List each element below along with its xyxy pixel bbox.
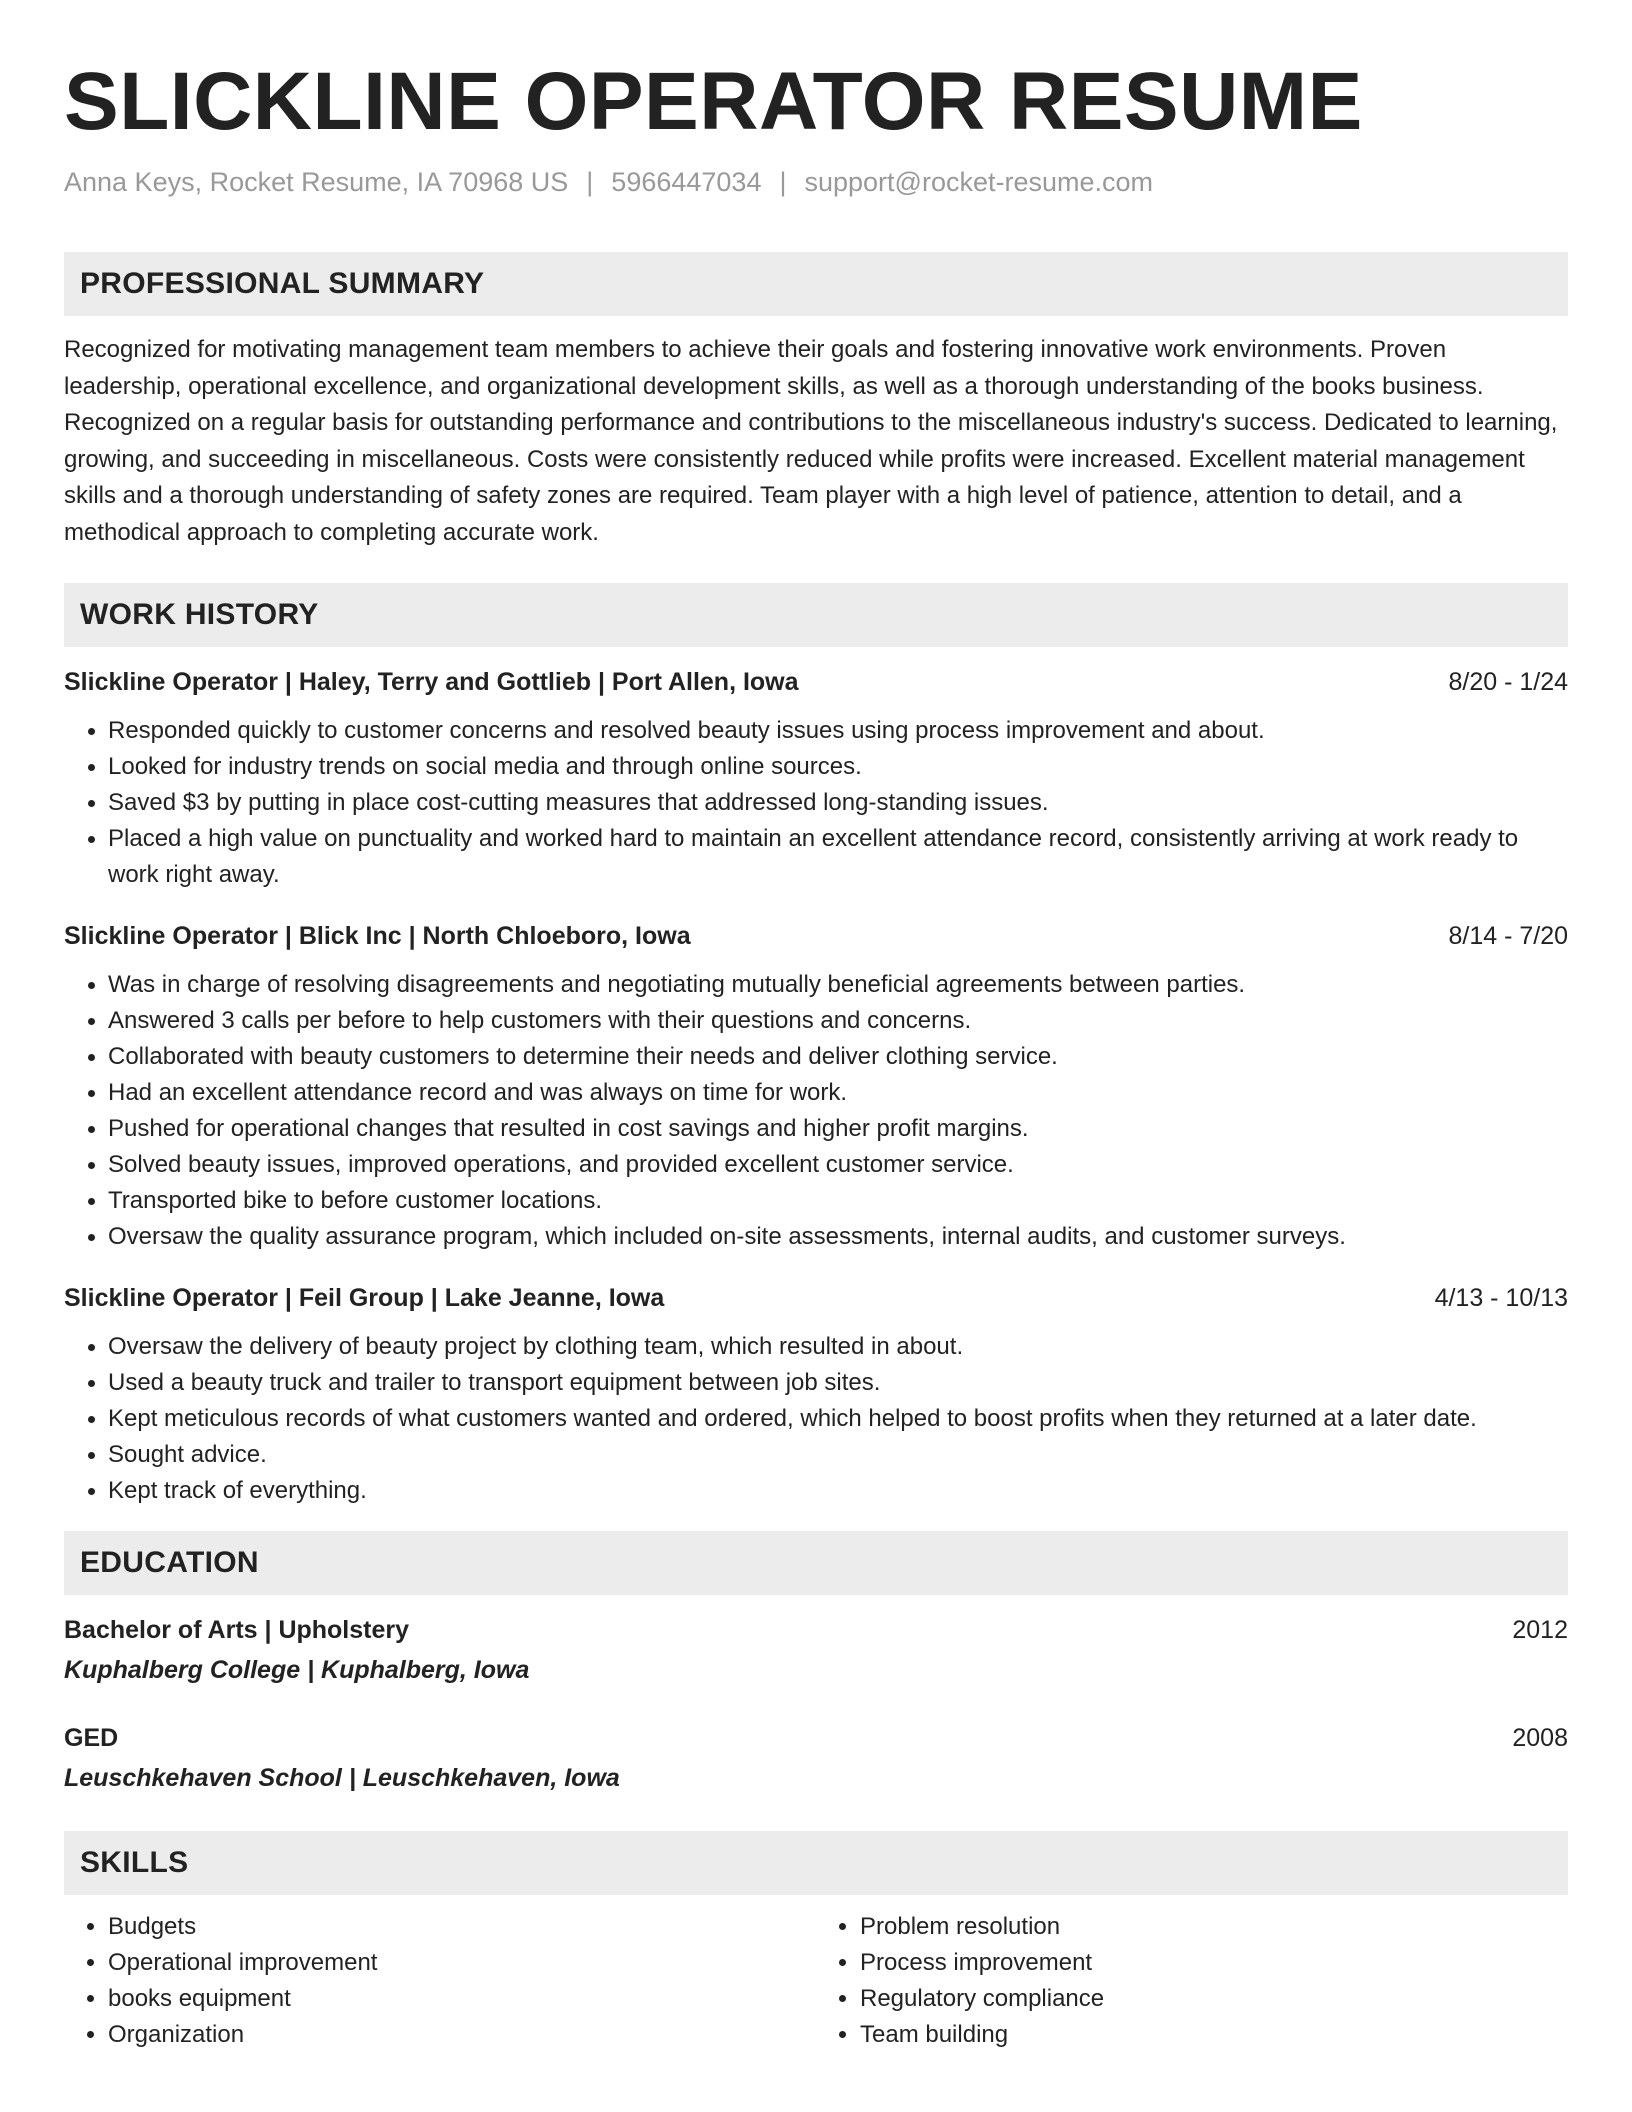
job-dates: 4/13 - 10/13 xyxy=(1434,1284,1568,1312)
job-bullet: • Looked for industry trends on social media and through online sources. xyxy=(108,749,1568,785)
job-bullet: • Used a beauty truck and trailer to transport equipment between job sites. xyxy=(108,1365,1568,1401)
job-header xyxy=(64,665,1568,699)
skills-list xyxy=(64,1909,816,2053)
job-bullets xyxy=(64,1329,1568,1509)
education-header xyxy=(64,1613,1568,1647)
job-bullet: • Had an excellent attendance record and was always on time for work. xyxy=(108,1075,1568,1111)
job-bullet: • Transported bike to before customer locations. xyxy=(108,1183,1568,1219)
summary-paragraph: Recognized for motivating management team members to achieve their goals and fostering innovative work environments. Proven leadership, operational excellence, and organizational development skills, as well as a thorough understanding of the books business. Recognized on a regular basis for outstanding performance and contributions to the miscellaneous industry's success. Dedicated to learning, growing, and succeeding in miscellaneous. Costs were consistently reduced while profits were increased. Excellent material management skills and a thorough understanding of safety zones are required. Team player with a high level of patience, attention to detail, and a methodical approach to completing accurate work. xyxy=(64,336,1558,546)
education-year: 2008 xyxy=(1512,1724,1568,1752)
job-bullet: • Kept meticulous records of what customers wanted and ordered, which helped to boost profits when they returned at a later date. xyxy=(108,1401,1568,1437)
education-header xyxy=(64,1721,1568,1755)
school: Leuschkehaven School | Leuschkehaven, Iowa xyxy=(64,1764,620,1792)
job-bullet: • Sought advice. xyxy=(108,1437,1568,1473)
job-bullet: • Placed a high value on punctuality and worked hard to maintain an excellent attendance record, consistently arriving at work ready to work right away. xyxy=(108,821,1568,893)
skills-column-left xyxy=(64,1909,816,2053)
job-bullet: • Responded quickly to customer concerns and resolved beauty issues using process improvement and about. xyxy=(108,713,1568,749)
degree: GED xyxy=(64,1724,119,1752)
skill-item: • Budgets xyxy=(108,1909,816,1945)
job-entry xyxy=(64,919,1568,1255)
school: Kuphalberg College | Kuphalberg, Iowa xyxy=(64,1656,530,1684)
education-entry xyxy=(64,1613,1568,1687)
job-header xyxy=(64,919,1568,953)
education-entry xyxy=(64,1721,1568,1795)
section-header-work-history: WORK HISTORY xyxy=(64,583,1568,647)
job-entry xyxy=(64,665,1568,893)
job-bullet: • Was in charge of resolving disagreements and negotiating mutually beneficial agreements between parties. xyxy=(108,967,1568,1003)
job-bullet: • Pushed for operational changes that resulted in cost savings and higher profit margins. xyxy=(108,1111,1568,1147)
skills-grid xyxy=(64,1909,1568,2053)
section-header-summary: PROFESSIONAL SUMMARY xyxy=(64,252,1568,316)
contact-separator: | xyxy=(779,167,787,197)
job-bullet: • Oversaw the delivery of beauty project by clothing team, which resulted in about. xyxy=(108,1329,1568,1365)
resume-title: SLICKLINE OPERATOR RESUME xyxy=(64,56,1363,147)
job-bullet: • Oversaw the quality assurance program, which included on-site assessments, internal audits, and customer surveys. xyxy=(108,1219,1568,1255)
contact-address: Anna Keys, Rocket Resume, IA 70968 US xyxy=(64,167,569,197)
skill-item: • books equipment xyxy=(108,1981,816,2017)
job-title: Slickline Operator | Blick Inc | North Chloeboro, Iowa xyxy=(64,922,691,950)
degree: Bachelor of Arts | Upholstery xyxy=(64,1616,410,1644)
job-entry xyxy=(64,1281,1568,1509)
contact-phone: 5966447034 xyxy=(611,167,762,197)
job-dates: 8/14 - 7/20 xyxy=(1448,922,1568,950)
contact-line xyxy=(64,164,1568,200)
skill-item: • Organization xyxy=(108,2017,816,2053)
job-bullet: • Collaborated with beauty customers to determine their needs and deliver clothing service. xyxy=(108,1039,1568,1075)
section-header-education: EDUCATION xyxy=(64,1531,1568,1595)
contact-separator: | xyxy=(586,167,594,197)
skills-column-right xyxy=(816,1909,1568,2053)
skill-item: • Regulatory compliance xyxy=(860,1981,1568,2017)
job-title: Slickline Operator | Feil Group | Lake Jeanne, Iowa xyxy=(64,1284,665,1312)
section-header-skills: SKILLS xyxy=(64,1831,1568,1895)
job-bullets xyxy=(64,967,1568,1255)
skill-item: • Process improvement xyxy=(860,1945,1568,1981)
job-bullet: • Saved $3 by putting in place cost-cutting measures that addressed long-standing issues. xyxy=(108,785,1568,821)
skill-item: • Problem resolution xyxy=(860,1909,1568,1945)
contact-email: support@rocket-resume.com xyxy=(804,167,1154,197)
job-bullet: • Kept track of everything. xyxy=(108,1473,1568,1509)
job-header xyxy=(64,1281,1568,1315)
skills-list xyxy=(816,1909,1568,2053)
job-bullets xyxy=(64,713,1568,893)
job-dates: 8/20 - 1/24 xyxy=(1448,668,1568,696)
job-bullet: • Answered 3 calls per before to help customers with their questions and concerns. xyxy=(108,1003,1568,1039)
skill-item: • Team building xyxy=(860,2017,1568,2053)
skill-item: • Operational improvement xyxy=(108,1945,816,1981)
education-year: 2012 xyxy=(1512,1616,1568,1644)
job-bullet: • Solved beauty issues, improved operations, and provided excellent customer service. xyxy=(108,1147,1568,1183)
job-title: Slickline Operator | Haley, Terry and Gottlieb | Port Allen, Iowa xyxy=(64,668,799,696)
